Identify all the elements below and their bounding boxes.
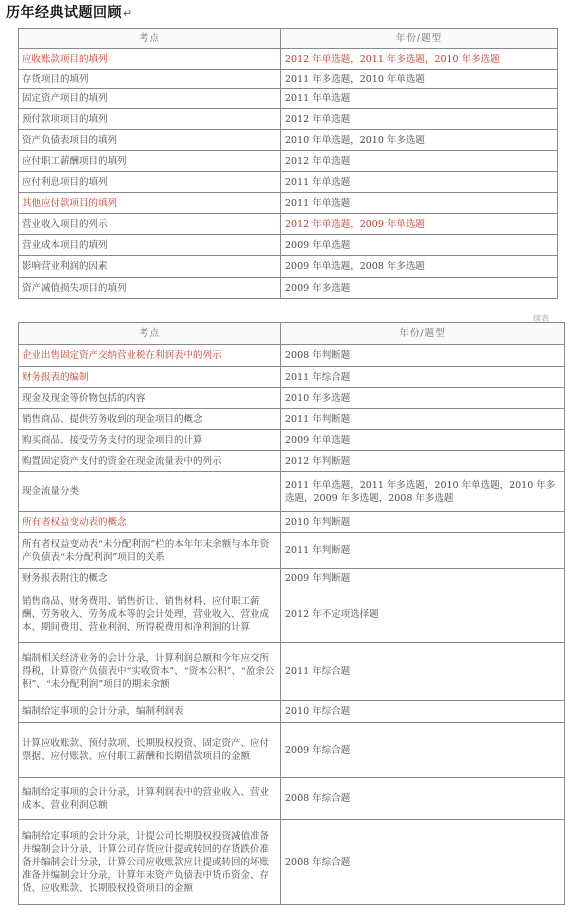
topic-cell: 编制给定事项的会计分录，计提公司长期股权投资减值准备并编制会计分录，计算公司存货应计提或转回的存货跌价准备并编制会计分录，计算公司应收账款应计提或转回的坏账准备并编制会计分录，计算年末资产负债表中货币资金、存货、应收账款、长期股权投资项目的金额	[19, 820, 281, 905]
topic-cell: 财务报表附注的概念	[19, 569, 281, 588]
year-cell: 2012 年不定项选择题	[281, 588, 565, 643]
year-cell: 2011 年单选题，2011 年多选题，2010 年单选题，2010 年多选题，2009 年多选题，2008 年多选题	[281, 472, 565, 512]
topic-cell: 购买商品、接受劳务支付的现金项目的计算	[19, 430, 281, 451]
table-row	[19, 569, 565, 588]
page-title	[6, 2, 133, 22]
topic-cell: 影响营业利润的因素	[19, 256, 281, 278]
table-row	[19, 49, 558, 70]
year-cell: 2009 年综合题	[281, 723, 565, 778]
year-cell: 2010 年单选题，2010 年多选题	[281, 130, 558, 151]
table-row	[19, 588, 565, 643]
topic-cell: 资产减值损失项目的填列	[19, 278, 281, 299]
table-2	[18, 322, 565, 905]
table-row	[19, 367, 565, 388]
table-row	[19, 430, 565, 451]
page-title-text: 历年经典试题回顾	[6, 5, 122, 21]
topic-cell: 企业出售固定资产交纳营业税在利润表中的列示	[19, 345, 281, 367]
table-row	[19, 778, 565, 820]
topic-cell: 销售商品、财务费用、销售折让、销售材料、应付职工薪酬、劳务收入、劳务成本等的会计处理，营业收入、营业成本、期间费用、营业利润、所得税费用和净利润的计算	[19, 588, 281, 643]
year-cell: 2012 年单选题	[281, 109, 558, 130]
year-cell: 2010 年综合题	[281, 701, 565, 723]
topic-cell: 财务报表的编制	[19, 367, 281, 388]
year-cell: 2011 年单选题	[281, 193, 558, 214]
table-row	[19, 345, 565, 367]
table-row	[19, 70, 558, 89]
table-row	[19, 643, 565, 701]
year-cell: 2012 年判断题	[281, 451, 565, 472]
year-cell: 2012 年单选题，2009 年单选题	[281, 214, 558, 235]
side-note: 续表	[533, 314, 549, 323]
table-row	[19, 451, 565, 472]
topic-cell: 编制给定事项的会计分录，编制利润表	[19, 701, 281, 723]
topic-cell: 所有者权益变动表的概念	[19, 512, 281, 533]
topic-cell: 固定资产项目的填列	[19, 89, 281, 109]
column-header-year-type: 年份/题型	[281, 323, 565, 345]
topic-cell: 其他应付款项目的填列	[19, 193, 281, 214]
table-2-header-row	[19, 323, 565, 345]
year-cell: 2011 年单选题	[281, 89, 558, 109]
table-row	[19, 214, 558, 235]
topic-cell: 销售商品、提供劳务收到的现金项目的概念	[19, 409, 281, 430]
year-cell: 2011 年多选题，2010 年单选题	[281, 70, 558, 89]
table-row	[19, 533, 565, 569]
table-1	[18, 28, 558, 299]
table-row	[19, 256, 558, 278]
table-row	[19, 151, 558, 172]
table-row	[19, 388, 565, 409]
table-row	[19, 235, 558, 256]
topic-cell: 应收账款项目的填列	[19, 49, 281, 70]
return-mark: ↵	[123, 7, 133, 20]
table-row	[19, 130, 558, 151]
table-row	[19, 512, 565, 533]
topic-cell: 应付职工薪酬项目的填列	[19, 151, 281, 172]
year-cell: 2012 年单选题	[281, 151, 558, 172]
year-cell: 2009 年多选题	[281, 278, 558, 299]
table-row	[19, 193, 558, 214]
year-cell: 2011 年单选题	[281, 172, 558, 193]
year-cell: 2012 年单选题，2011 年多选题，2010 年多选题	[281, 49, 558, 70]
year-cell: 2009 年单选题，2008 年多选题	[281, 256, 558, 278]
topic-cell: 现金及现金等价物包括的内容	[19, 388, 281, 409]
column-header-year-type: 年份/题型	[281, 29, 558, 49]
year-cell: 2008 年综合题	[281, 778, 565, 820]
topic-cell: 编制给定事项的会计分录，计算利润表中的营业收入、营业成本、营业利润总额	[19, 778, 281, 820]
topic-cell: 营业成本项目的填列	[19, 235, 281, 256]
topic-cell: 购置固定资产支付的资金在现金流量表中的列示	[19, 451, 281, 472]
topic-cell: 计算应收账款、预付款项、长期股权投资、固定资产、应付票据、应付账款、应付职工薪酬和长期借款项目的金额	[19, 723, 281, 778]
year-cell: 2008 年综合题	[281, 820, 565, 905]
topic-cell: 资产负债表项目的填列	[19, 130, 281, 151]
year-cell: 2009 年判断题	[281, 569, 565, 588]
table-row	[19, 472, 565, 512]
topic-cell: 编制相关经济业务的会计分录，计算利润总额和今年应交所得税，计算资产负债表中“实收资本”、“资本公积”、“盈余公积”、“未分配利润”项目的期末余额	[19, 643, 281, 701]
year-cell: 2010 年判断题	[281, 512, 565, 533]
topic-cell: 所有者权益变动表“未分配利润”栏的本年年末余额与本年资产负债表“未分配利润”项目的关系	[19, 533, 281, 569]
table-row	[19, 701, 565, 723]
exam-history-table-1	[18, 28, 557, 299]
column-header-topic: 考点	[19, 323, 281, 345]
table-row	[19, 820, 565, 905]
year-cell: 2010 年多选题	[281, 388, 565, 409]
year-cell: 2011 年判断题	[281, 409, 565, 430]
table-row	[19, 172, 558, 193]
table-row	[19, 409, 565, 430]
year-cell: 2011 年综合题	[281, 367, 565, 388]
table-row	[19, 109, 558, 130]
table-1-header-row	[19, 29, 558, 49]
year-cell: 2011 年综合题	[281, 643, 565, 701]
topic-cell: 预付款项项目的填列	[19, 109, 281, 130]
table-row	[19, 89, 558, 109]
topic-cell: 存货项目的填列	[19, 70, 281, 89]
topic-cell: 应付利息项目的填列	[19, 172, 281, 193]
column-header-topic: 考点	[19, 29, 281, 49]
table-row	[19, 723, 565, 778]
year-cell: 2008 年判断题	[281, 345, 565, 367]
topic-cell: 现金流量分类	[19, 472, 281, 512]
year-cell: 2011 年判断题	[281, 533, 565, 569]
topic-cell: 营业收入项目的列示	[19, 214, 281, 235]
exam-history-table-2	[18, 322, 564, 905]
year-cell: 2009 年单选题	[281, 235, 558, 256]
table-row	[19, 278, 558, 299]
year-cell: 2009 年单选题	[281, 430, 565, 451]
